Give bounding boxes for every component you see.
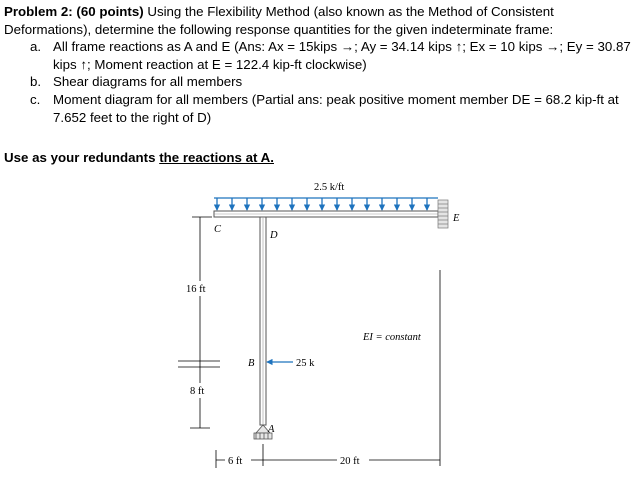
column-da: [260, 217, 266, 425]
node-label-b: B: [248, 358, 255, 369]
fixed-support-e: [438, 200, 448, 228]
question-c-line-2: 7.652 feet to the right of D): [53, 109, 212, 125]
problem-intro-text: Using the Flexibility Method (also known as the Method of Consistent: [143, 4, 554, 19]
question-c-line-1: Moment diagram for all members (Partial ans: peak positive moment member DE = 68.2 kip-ft at: [53, 91, 619, 107]
load-label: 2.5 k/ft: [314, 182, 345, 193]
redundant-emphasis: the reactions at A.: [159, 150, 274, 165]
question-a-line-1: All frame reactions as A and E (Ans: Ax = 15kips →; Ay = 34.14 kips ↑; Ex = 10 kips →; Ey = 30.87: [53, 39, 631, 55]
beam-ce: [214, 211, 438, 217]
node-label-d: D: [270, 230, 278, 241]
question-b-line-1: Shear diagrams for all members: [53, 74, 243, 90]
question-marker-c: c.: [30, 91, 41, 107]
question-a-line-2: kips ↑; Moment reaction at E = 122.4 kip-ft clockwise): [53, 56, 367, 72]
node-label-e: E: [453, 213, 460, 224]
node-label-a: A: [268, 424, 275, 435]
question-marker-a: a.: [30, 39, 42, 55]
problem-heading: Problem 2: (60 points): [4, 4, 144, 19]
dim-16-label: 16 ft: [186, 284, 206, 295]
ei-label: EI = constant: [363, 332, 421, 343]
dim-6-label: 6 ft: [228, 456, 243, 467]
problem-intro-line-2: Deformations), determine the following response quantities for the given indeterminate frame:: [4, 21, 554, 37]
dim-8-label: 8 ft: [190, 386, 205, 397]
dim-20-label: 20 ft: [340, 456, 360, 467]
node-label-c: C: [214, 224, 222, 235]
point-load-label: 25 k: [296, 358, 315, 369]
distributed-load: [214, 198, 438, 210]
redundant-prefix: Use as your redundants: [4, 150, 160, 165]
question-marker-b: b.: [30, 74, 42, 90]
